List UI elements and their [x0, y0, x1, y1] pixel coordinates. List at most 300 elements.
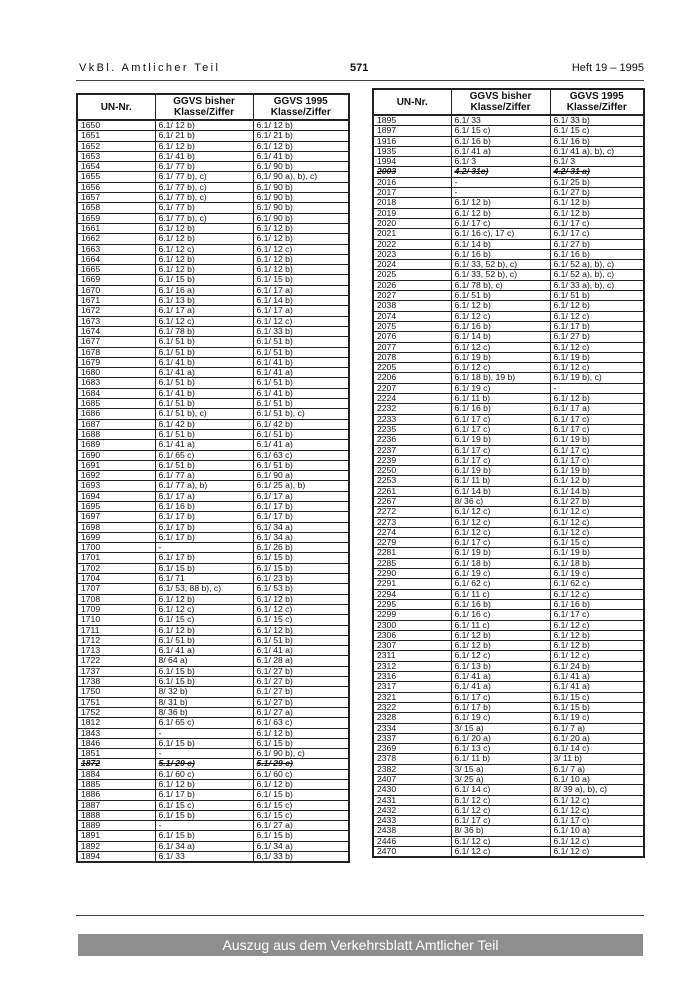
table-row [373, 661, 644, 671]
cell-ggvs-1995: 6.1/ 27 b) [550, 188, 644, 198]
table-row [373, 826, 644, 836]
cell-ggvs-bisher: 8/ 32 b) [155, 687, 253, 697]
cell-un-nr: 1695 [77, 501, 155, 511]
cell-ggvs-bisher: 6.1/ 12 c) [451, 651, 550, 661]
cell-un-nr: 2274 [373, 527, 451, 537]
cell-un-nr: 2239 [373, 455, 451, 465]
cell-un-nr: 1663 [77, 244, 155, 254]
cell-ggvs-bisher: 6.1/ 18 b) [451, 558, 550, 568]
cell-un-nr: 1884 [77, 769, 155, 779]
table-row [373, 435, 644, 445]
table-row [77, 460, 349, 470]
cell-ggvs-bisher: 8/ 36 b) [155, 707, 253, 717]
cell-un-nr: 2328 [373, 713, 451, 723]
table-row [77, 347, 349, 357]
table-row [373, 249, 644, 259]
cell-ggvs-1995: 6.1/ 90 a), b), c) [253, 172, 349, 182]
cell-un-nr: 2295 [373, 599, 451, 609]
cell-ggvs-1995: 6.1/ 33 b) [253, 852, 349, 863]
cell-ggvs-bisher: 6.1/ 12 c) [451, 342, 550, 352]
table-row [77, 501, 349, 511]
table-row [77, 821, 349, 831]
cell-ggvs-1995: 6.1/ 51 b) [253, 635, 349, 645]
cell-un-nr: 1892 [77, 841, 155, 851]
cell-ggvs-1995: 6.1/ 63 c) [253, 718, 349, 728]
cell-un-nr: 1700 [77, 543, 155, 553]
cell-un-nr: 1685 [77, 399, 155, 409]
cell-ggvs-bisher: 6.1/ 17 c) [451, 218, 550, 228]
table-row [373, 466, 644, 476]
cell-ggvs-bisher: 6.1/ 17 c) [451, 538, 550, 548]
cell-un-nr: 1994 [373, 157, 451, 167]
cell-ggvs-bisher: 6.1/ 17 c) [451, 692, 550, 702]
cell-ggvs-1995: 6.1/ 17 c) [550, 218, 644, 228]
column-header-un-nr: UN-Nr. [373, 89, 451, 115]
table-row [77, 244, 349, 254]
cell-ggvs-bisher: 6.1/ 41 a) [155, 368, 253, 378]
cell-ggvs-1995: 6.1/ 27 b) [550, 496, 644, 506]
table-row [373, 599, 644, 609]
cell-ggvs-1995: 6.1/ 10 a) [550, 775, 644, 785]
cell-un-nr: 2312 [373, 661, 451, 671]
cell-ggvs-bisher: 6.1/ 77 b), c) [155, 193, 253, 203]
table-row [77, 409, 349, 419]
table-row [77, 718, 349, 728]
cell-un-nr: 2236 [373, 435, 451, 445]
cell-un-nr: 2369 [373, 744, 451, 754]
table-row [373, 177, 644, 187]
right-table-header-row [373, 89, 644, 115]
cell-ggvs-bisher: 6.1/ 51 b) [155, 635, 253, 645]
cell-ggvs-bisher: 6.1/ 19 c) [451, 569, 550, 579]
cell-ggvs-1995: 6.1/ 16 b) [550, 249, 644, 259]
cell-un-nr: 1672 [77, 306, 155, 316]
table-row [373, 723, 644, 733]
cell-ggvs-1995: 6.1/ 41 a) [550, 682, 644, 692]
table-row [373, 115, 644, 126]
cell-ggvs-bisher: 6.1/ 77 b), c) [155, 182, 253, 192]
cell-ggvs-1995: 6.1/ 12 c) [550, 517, 644, 527]
table-row [373, 589, 644, 599]
cell-ggvs-bisher: 6.1/ 77 b) [155, 162, 253, 172]
cell-ggvs-1995: 6.1/ 19 b) [550, 548, 644, 558]
cell-ggvs-1995: 6.1/ 17 b) [253, 501, 349, 511]
cell-ggvs-1995: 6.1/ 12 b) [253, 223, 349, 233]
cell-ggvs-1995: 6.1/ 51 b) [253, 460, 349, 470]
cell-ggvs-bisher: 6.1/ 11 b) [451, 394, 550, 404]
table-row [77, 800, 349, 810]
right-table [372, 88, 645, 858]
cell-un-nr: 1674 [77, 326, 155, 336]
cell-ggvs-bisher: 6.1/ 33, 52 b), c) [451, 270, 550, 280]
cell-ggvs-1995: 6.1/ 15 b) [253, 790, 349, 800]
cell-un-nr: 1694 [77, 491, 155, 501]
cell-ggvs-1995: 6.1/ 15 b) [253, 563, 349, 573]
cell-ggvs-1995: 6.1/ 23 b) [253, 574, 349, 584]
cell-un-nr: 2317 [373, 682, 451, 692]
cell-ggvs-1995: 6.1/ 12 b) [550, 394, 644, 404]
cell-un-nr: 1690 [77, 450, 155, 460]
cell-ggvs-1995: 6.1/ 26 b) [253, 543, 349, 553]
cell-ggvs-1995: 6.1/ 27 b) [550, 332, 644, 342]
cell-ggvs-bisher: 6.1/ 17 b) [155, 553, 253, 563]
table-row [77, 450, 349, 460]
cell-ggvs-1995: 6.1/ 12 b) [550, 476, 644, 486]
cell-ggvs-1995: 6.1/ 12 c) [550, 363, 644, 373]
table-row [373, 754, 644, 764]
cell-ggvs-1995: 6.1/ 15 c) [550, 692, 644, 702]
cell-ggvs-1995: 6.1/ 62 c) [550, 579, 644, 589]
left-table [76, 93, 350, 863]
cell-ggvs-bisher: 6.1/ 12 c) [451, 847, 550, 858]
table-row [373, 126, 644, 136]
table-row [373, 548, 644, 558]
cell-ggvs-1995: 6.1/ 12 c) [550, 805, 644, 815]
left-table-header-row [77, 94, 349, 120]
cell-ggvs-bisher: 6.1/ 16 b) [451, 599, 550, 609]
cell-ggvs-bisher: 6.1/ 15 c) [155, 800, 253, 810]
cell-ggvs-bisher: 6.1/ 16 b) [451, 321, 550, 331]
cell-ggvs-bisher: 6.1/ 77 b), c) [155, 172, 253, 182]
cell-ggvs-bisher: 6.1/ 12 b) [155, 780, 253, 790]
cell-ggvs-1995: 6.1/ 34 a) [253, 532, 349, 542]
cell-ggvs-bisher: 6.1/ 77 a), b) [155, 481, 253, 491]
cell-ggvs-1995: 6.1/ 12 b) [550, 630, 644, 640]
cell-ggvs-1995: 6.1/ 17 b) [253, 512, 349, 522]
cell-ggvs-1995: 6.1/ 15 b) [253, 831, 349, 841]
table-row [373, 383, 644, 393]
cell-un-nr: 2075 [373, 321, 451, 331]
cell-un-nr: 1702 [77, 563, 155, 573]
table-row [373, 486, 644, 496]
cell-ggvs-1995: 6.1/ 52 a), b), c) [550, 270, 644, 280]
table-row [77, 594, 349, 604]
cell-ggvs-1995: 6.1/ 90 b) [253, 182, 349, 192]
table-row [373, 321, 644, 331]
table-row [77, 769, 349, 779]
cell-un-nr: 2207 [373, 383, 451, 393]
cell-un-nr: 1889 [77, 821, 155, 831]
cell-ggvs-bisher: 6.1/ 16 a) [155, 285, 253, 295]
cell-ggvs-bisher: 6.1/ 17 a) [155, 306, 253, 316]
cell-ggvs-bisher: 6.1/ 12 c) [155, 316, 253, 326]
cell-ggvs-bisher: 6.1/ 51 b) [155, 429, 253, 439]
table-row [373, 394, 644, 404]
cell-un-nr: 2321 [373, 692, 451, 702]
table-row [77, 522, 349, 532]
table-row [77, 738, 349, 748]
cell-ggvs-1995: 6.1/ 52 a), b), c) [550, 260, 644, 270]
cell-ggvs-1995: 6.1/ 17 c) [550, 414, 644, 424]
cell-un-nr: 1697 [77, 512, 155, 522]
cell-un-nr: 2431 [373, 795, 451, 805]
cell-un-nr: 1738 [77, 677, 155, 687]
column-header-un-nr: UN-Nr. [77, 94, 155, 120]
cell-ggvs-1995: 6.1/ 41 b) [253, 151, 349, 161]
cell-ggvs-1995: 6.1/ 7 a) [550, 764, 644, 774]
table-row [77, 677, 349, 687]
cell-ggvs-1995: 6.1/ 41 b) [253, 388, 349, 398]
cell-ggvs-bisher: 6.1/ 41 a) [155, 646, 253, 656]
cell-ggvs-1995: 6.1/ 12 b) [253, 594, 349, 604]
cell-ggvs-1995: 6.1/ 41 a) [550, 672, 644, 682]
cell-ggvs-bisher: 6.1/ 11 c) [451, 620, 550, 630]
table-row [373, 373, 644, 383]
cell-ggvs-1995: 6.1/ 19 c) [550, 569, 644, 579]
cell-ggvs-bisher: 6.1/ 16 c), 17 c) [451, 229, 550, 239]
cell-ggvs-bisher: 6.1/ 14 b) [451, 332, 550, 342]
cell-ggvs-bisher: 6.1/ 13 c) [451, 744, 550, 754]
cell-ggvs-1995: 5.1/ 29 c) [253, 759, 349, 769]
cell-ggvs-bisher: 6.1/ 17 a) [155, 491, 253, 501]
cell-ggvs-1995: 6.1/ 34 a) [253, 522, 349, 532]
cell-ggvs-1995: 6.1/ 12 c) [550, 342, 644, 352]
table-row [77, 687, 349, 697]
footer-banner: Auszug aus dem Verkehrsblatt Amtlicher Teil [78, 934, 643, 956]
cell-un-nr: 2021 [373, 229, 451, 239]
cell-ggvs-1995: 6.1/ 12 c) [550, 507, 644, 517]
table-row [373, 188, 644, 198]
table-row [77, 728, 349, 738]
cell-ggvs-bisher: 3/ 15 a) [451, 723, 550, 733]
table-row [373, 569, 644, 579]
cell-ggvs-1995: 6.1/ 51 b) [253, 429, 349, 439]
cell-un-nr: 2432 [373, 805, 451, 815]
cell-ggvs-1995: 6.1/ 17 a) [253, 306, 349, 316]
cell-ggvs-1995: 6.1/ 51 b) [253, 399, 349, 409]
cell-ggvs-1995: 6.1/ 34 a) [253, 841, 349, 851]
cell-un-nr: 1711 [77, 625, 155, 635]
cell-ggvs-bisher: 6.1/ 15 b) [155, 275, 253, 285]
cell-ggvs-1995: 6.1/ 41 a) [253, 646, 349, 656]
cell-un-nr: 1698 [77, 522, 155, 532]
cell-un-nr: 1843 [77, 728, 155, 738]
table-row [77, 512, 349, 522]
cell-ggvs-1995: 6.1/ 12 b) [253, 120, 349, 131]
table-row [373, 702, 644, 712]
table-row [77, 646, 349, 656]
cell-ggvs-bisher: 6.1/ 77 a) [155, 471, 253, 481]
cell-ggvs-1995: 6.1/ 12 c) [550, 527, 644, 537]
table-row [373, 260, 644, 270]
cell-ggvs-bisher: 6.1/ 12 b) [155, 120, 253, 131]
cell-ggvs-1995: 6.1/ 16 b) [550, 136, 644, 146]
cell-un-nr: 2272 [373, 507, 451, 517]
table-row [373, 167, 644, 177]
cell-un-nr: 2003 [373, 167, 451, 177]
cell-ggvs-1995: 6.1/ 18 b) [550, 558, 644, 568]
cell-un-nr: 1687 [77, 419, 155, 429]
table-row [77, 296, 349, 306]
cell-un-nr: 2311 [373, 651, 451, 661]
cell-un-nr: 1737 [77, 666, 155, 676]
cell-ggvs-bisher: 6.1/ 78 b), c) [451, 280, 550, 290]
cell-ggvs-1995: 6.1/ 15 b) [550, 702, 644, 712]
cell-ggvs-1995: 6.1/ 27 b) [253, 697, 349, 707]
column-header-ggvs-1995: GGVS 1995 Klasse/Ziffer [253, 94, 349, 120]
table-row [373, 476, 644, 486]
cell-ggvs-bisher: 6.1/ 41 a) [451, 146, 550, 156]
cell-ggvs-1995: 6.1/ 15 b) [253, 275, 349, 285]
cell-un-nr: 2024 [373, 260, 451, 270]
table-row [373, 239, 644, 249]
cell-ggvs-bisher: 6.1/ 19 b) [451, 466, 550, 476]
footer-rule [76, 915, 644, 916]
cell-ggvs-bisher: 6.1/ 18 b), 19 b) [451, 373, 550, 383]
cell-ggvs-1995: - [550, 383, 644, 393]
table-row [77, 223, 349, 233]
cell-ggvs-bisher: 6.1/ 41 b) [155, 388, 253, 398]
table-row [373, 692, 644, 702]
cell-un-nr: 2382 [373, 764, 451, 774]
cell-ggvs-bisher: 6.1/ 51 b) [155, 347, 253, 357]
cell-un-nr: 1713 [77, 646, 155, 656]
cell-ggvs-bisher: 6.1/ 12 c) [451, 836, 550, 846]
cell-un-nr: 2307 [373, 641, 451, 651]
table-row [77, 316, 349, 326]
cell-un-nr: 1680 [77, 368, 155, 378]
cell-ggvs-1995: 6.1/ 17 a) [253, 491, 349, 501]
cell-ggvs-bisher: 6.1/ 65 c) [155, 450, 253, 460]
cell-un-nr: 2250 [373, 466, 451, 476]
cell-ggvs-bisher: 6.1/ 12 b) [451, 630, 550, 640]
cell-un-nr: 1872 [77, 759, 155, 769]
cell-ggvs-1995: 6.1/ 12 b) [550, 301, 644, 311]
table-row [373, 445, 644, 455]
cell-ggvs-bisher: - [451, 188, 550, 198]
cell-ggvs-bisher: 6.1/ 19 b) [451, 352, 550, 362]
cell-ggvs-bisher: - [155, 821, 253, 831]
cell-ggvs-1995: 4.2/ 31 a) [550, 167, 644, 177]
table-row [77, 707, 349, 717]
cell-ggvs-bisher: 6.1/ 78 b) [155, 326, 253, 336]
table-row [77, 193, 349, 203]
cell-ggvs-bisher: 6.1/ 16 b) [451, 136, 550, 146]
cell-un-nr: 1670 [77, 285, 155, 295]
cell-un-nr: 2023 [373, 249, 451, 259]
table-row [373, 651, 644, 661]
cell-un-nr: 2433 [373, 816, 451, 826]
table-row [77, 131, 349, 141]
cell-un-nr: 1701 [77, 553, 155, 563]
cell-ggvs-bisher: 6.1/ 12 b) [155, 141, 253, 151]
cell-un-nr: 2322 [373, 702, 451, 712]
cell-ggvs-bisher: 3/ 25 a) [451, 775, 550, 785]
cell-ggvs-bisher: 6.1/ 71 [155, 574, 253, 584]
table-row [77, 275, 349, 285]
cell-ggvs-1995: 6.1/ 20 a) [550, 733, 644, 743]
cell-ggvs-bisher: 6.1/ 17 c) [451, 424, 550, 434]
cell-un-nr: 1895 [373, 115, 451, 126]
table-row [77, 306, 349, 316]
cell-ggvs-1995: 6.1/ 41 a) [253, 368, 349, 378]
cell-ggvs-bisher: - [451, 177, 550, 187]
cell-ggvs-bisher: 6.1/ 12 b) [451, 301, 550, 311]
cell-un-nr: 1722 [77, 656, 155, 666]
cell-un-nr: 2224 [373, 394, 451, 404]
cell-un-nr: 1897 [373, 126, 451, 136]
cell-ggvs-1995: 6.1/ 33 b) [550, 115, 644, 126]
cell-ggvs-1995: 6.1/ 16 b) [550, 599, 644, 609]
table-row [373, 579, 644, 589]
cell-un-nr: 2446 [373, 836, 451, 846]
cell-ggvs-bisher: 6.1/ 14 b) [451, 239, 550, 249]
table-row [373, 733, 644, 743]
table-row [77, 399, 349, 409]
cell-un-nr: 2027 [373, 291, 451, 301]
cell-un-nr: 1664 [77, 254, 155, 264]
cell-ggvs-1995: 6.1/ 15 c) [253, 810, 349, 820]
table-row [77, 172, 349, 182]
table-row [373, 424, 644, 434]
cell-ggvs-1995: 6.1/ 27 b) [253, 666, 349, 676]
table-row [373, 641, 644, 651]
cell-ggvs-bisher: 6.1/ 60 c) [155, 769, 253, 779]
table-row [373, 218, 644, 228]
cell-un-nr: 2407 [373, 775, 451, 785]
table-row [373, 816, 644, 826]
cell-ggvs-1995: 6.1/ 90 b) [253, 162, 349, 172]
cell-ggvs-1995: 6.1/ 12 b) [253, 254, 349, 264]
cell-ggvs-1995: 6.1/ 12 c) [550, 620, 644, 630]
table-row [77, 141, 349, 151]
cell-ggvs-bisher: 6.1/ 12 c) [451, 507, 550, 517]
cell-un-nr: 1658 [77, 203, 155, 213]
cell-un-nr: 2016 [373, 177, 451, 187]
cell-un-nr: 2026 [373, 280, 451, 290]
table-row [77, 790, 349, 800]
cell-ggvs-1995: 6.1/ 7 a) [550, 723, 644, 733]
cell-ggvs-1995: 6.1/ 12 b) [253, 625, 349, 635]
cell-ggvs-bisher: 6.1/ 53, 88 b), c) [155, 584, 253, 594]
cell-ggvs-bisher: 6.1/ 16 b) [451, 249, 550, 259]
cell-ggvs-1995: 6.1/ 17 a) [253, 285, 349, 295]
cell-ggvs-bisher: 6.1/ 16 b) [155, 501, 253, 511]
table-row [373, 558, 644, 568]
cell-ggvs-bisher: 6.1/ 41 a) [451, 672, 550, 682]
cell-un-nr: 1679 [77, 357, 155, 367]
cell-ggvs-bisher: 6.1/ 51 b) [155, 337, 253, 347]
cell-un-nr: 2290 [373, 569, 451, 579]
cell-un-nr: 2306 [373, 630, 451, 640]
cell-ggvs-1995: 6.1/ 14 c) [550, 744, 644, 754]
cell-un-nr: 1689 [77, 440, 155, 450]
cell-un-nr: 1750 [77, 687, 155, 697]
cell-un-nr: 1653 [77, 151, 155, 161]
table-row [77, 615, 349, 625]
cell-un-nr: 1712 [77, 635, 155, 645]
cell-ggvs-bisher: 6.1/ 17 b) [155, 522, 253, 532]
cell-ggvs-bisher: - [155, 543, 253, 553]
cell-ggvs-1995: 6.1/ 17 c) [550, 445, 644, 455]
cell-un-nr: 1652 [77, 141, 155, 151]
cell-ggvs-bisher: 6.1/ 42 b) [155, 419, 253, 429]
cell-ggvs-1995: 6.1/ 12 c) [550, 311, 644, 321]
cell-ggvs-bisher: 4.2/ 31c) [451, 167, 550, 177]
cell-un-nr: 2233 [373, 414, 451, 424]
table-row [77, 491, 349, 501]
table-row [373, 352, 644, 362]
table-row [373, 847, 644, 858]
cell-ggvs-bisher: 6.1/ 12 c) [155, 244, 253, 254]
table-row [373, 332, 644, 342]
left-table-body [77, 120, 349, 862]
table-row [77, 162, 349, 172]
cell-ggvs-1995: 6.1/ 21 b) [253, 131, 349, 141]
cell-ggvs-1995: 6.1/ 12 b) [253, 141, 349, 151]
cell-ggvs-bisher: 8/ 36 b) [451, 826, 550, 836]
table-row [77, 213, 349, 223]
